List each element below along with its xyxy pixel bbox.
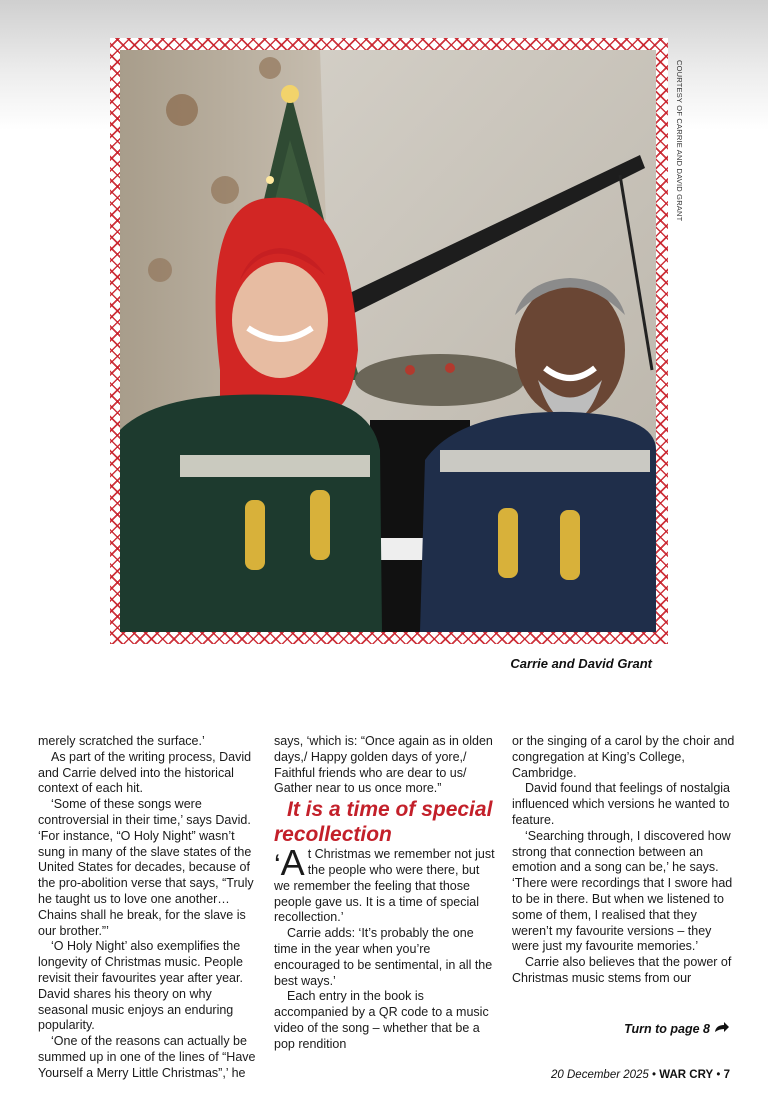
- turn-to-page-link[interactable]: [624, 1021, 730, 1036]
- photo-caption: Carrie and David Grant: [510, 656, 652, 671]
- page-footer: [551, 1069, 730, 1081]
- article-column-2: [274, 734, 498, 1053]
- paragraph: ‘Searching through, I discovered how strong that connection between an emotion and a song can be,’ he says. ‘There were recordings that I swore had to be in there. But when we listened to some of them, I realised that they weren’t my favourite versions – they were just my favourite memories.’: [512, 828, 733, 954]
- curved-arrow-icon: [714, 1021, 730, 1036]
- separator: •: [716, 1069, 721, 1081]
- dropcap-letter: A: [280, 842, 305, 884]
- photo-illustration: [120, 50, 656, 632]
- dropcap-quote: ‘: [274, 849, 281, 883]
- paragraph: ‘O Holy Night’ also exemplifies the longevity of Christmas music. People revisit their favourites year after year. David shares his theory on why seasonal music enjoys an enduring popularity.: [38, 939, 243, 1033]
- paragraph: David found that feelings of nostalgia influenced which versions he wanted to feature.: [512, 781, 730, 827]
- paragraph: Carrie also believes that the power of Christmas music stems from our: [512, 955, 732, 985]
- paragraph: Each entry in the book is accompanied by a QR code to a music video of the song – whether that be a pop rendition: [274, 989, 489, 1051]
- separator: •: [652, 1069, 657, 1081]
- subheading: It is a time of special recollection: [274, 798, 493, 847]
- photo-credit: COURTESY OF CARRIE AND DAVID GRANT: [675, 60, 684, 222]
- dropcap-paragraph: [274, 842, 498, 926]
- paragraph: Carrie adds: ‘It’s probably the one time in the year when you’re encouraged to be sentimental, in all the best ways.’: [274, 926, 493, 988]
- page-number: 7: [723, 1069, 730, 1081]
- cover-photo: [120, 50, 656, 632]
- paragraph: merely scratched the surface.’: [38, 734, 205, 748]
- magazine-name: WAR CRY: [659, 1069, 714, 1081]
- paragraph: ‘Some of these songs were controversial in their time,’ says David. ‘For instance, “O Holy Night” wasn’t sung in many of the slave states of the United States for decades, because of the pro-abolition verse that says, “Truly he taught us to love one another… Chains shall he break, for the slave is our brother.”’: [38, 797, 254, 938]
- article-column-1: [38, 734, 262, 1082]
- dropcap: [274, 842, 305, 884]
- paragraph: As part of the writing process, David and Carrie delved into the historical context of each hit.: [38, 749, 252, 796]
- turn-label: Turn to page 8: [624, 1021, 710, 1036]
- dropcap-text: t Christmas we remember not just the people who were there, but we remember the feeling that those people gave us. It is a time of special recollection.’: [274, 847, 495, 925]
- paragraph: ‘One of the reasons can actually be summed up in one of the lines of “Have Yourself a Merry Little Christmas”,’ he: [38, 1034, 256, 1080]
- paragraph: or the singing of a carol by the choir and congregation at King’s College, Cambridge.: [512, 734, 735, 780]
- issue-date: 20 December 2025: [551, 1069, 649, 1081]
- paragraph: says, ‘which is: “Once again as in olden days,/ Happy golden days of yore,/ Faithful friends who are dear to us/ Gather near to us once more.”: [274, 734, 493, 796]
- article-column-3: [512, 734, 736, 987]
